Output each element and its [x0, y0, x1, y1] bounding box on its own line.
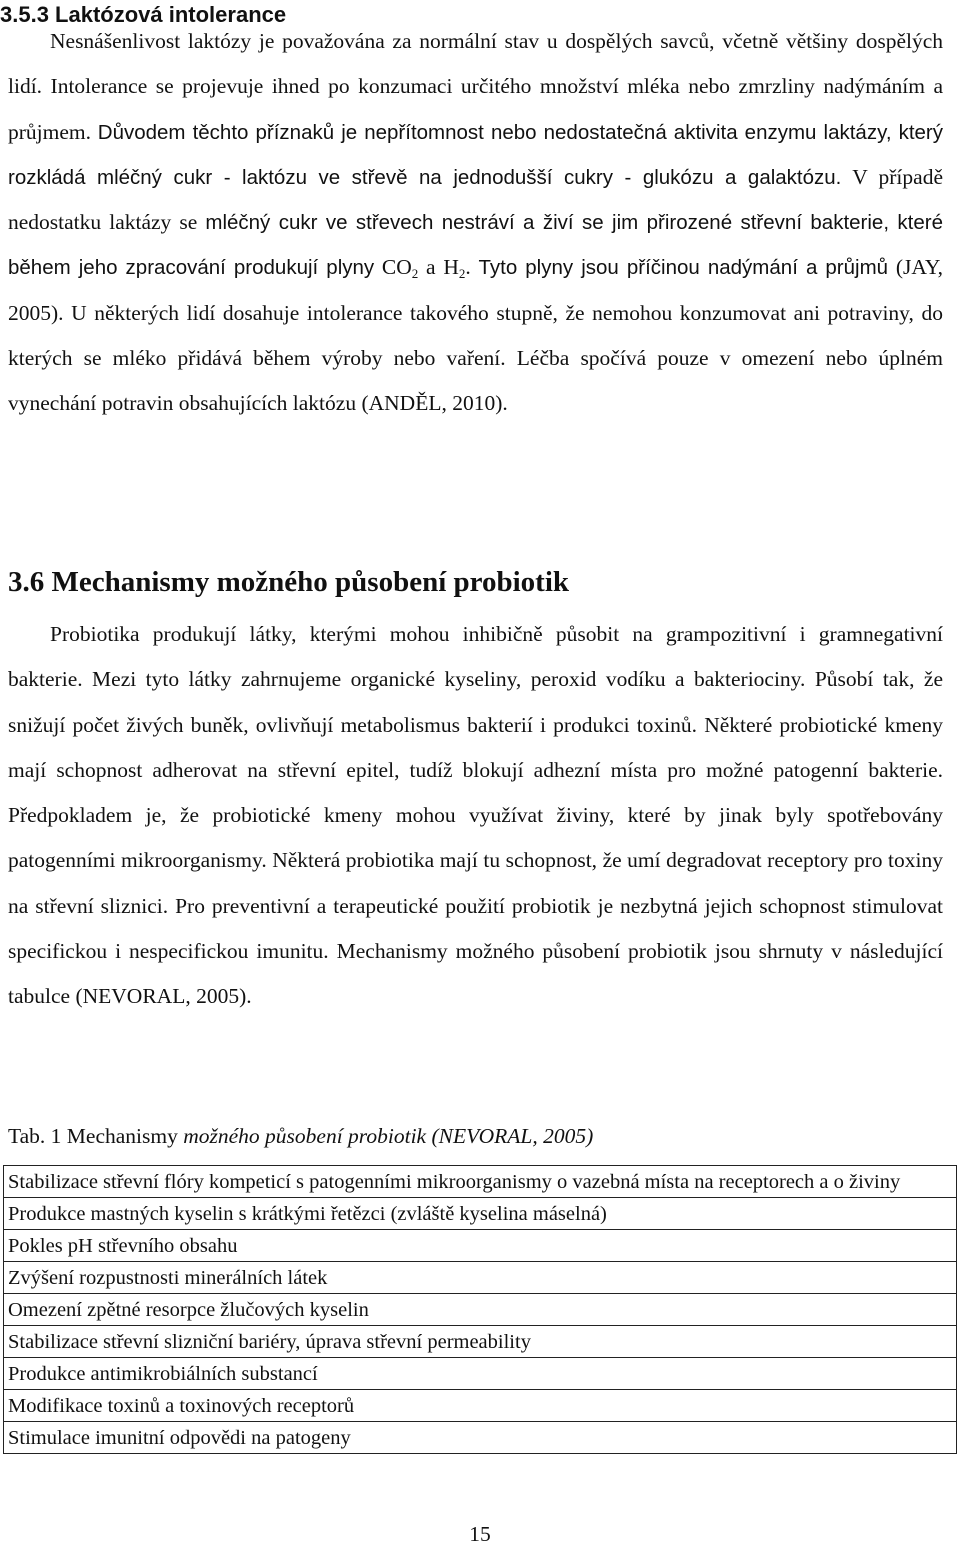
lactose-text-7: U některých lidí dosahuje intolerance takového stupně, že nemohou konzumovat ani potraviny, do kterých se mléko přidává během výroby nebo vaření. Léčba spočívá pouze v omezení nebo úplném vynechání potravin obsahujících laktózu (ANDĚL, 2010).: [8, 300, 943, 416]
table-cell: Stimulace imunitní odpovědi na patogeny: [4, 1422, 957, 1454]
table-row: [4, 1422, 957, 1454]
lactose-text-1: Nesnášenlivost laktózy je považována za normální stav u dospělých savců, včetně většiny dospělých lidí. Intolerance se projevuje ihned po konzumaci určitého množství mléka nebo zmrzliny nadýmáním a průjmem.: [8, 29, 943, 144]
conjunction-a: a: [426, 255, 436, 280]
table-row: [4, 1358, 957, 1390]
table-row: [4, 1390, 957, 1422]
table-row: [4, 1326, 957, 1358]
subsection-heading: 3.5.3 Laktózová intolerance: [0, 2, 287, 27]
table-caption: Tab. 1 Mechanismy možného působení probiotik (NEVORAL, 2005): [8, 1124, 594, 1148]
co2-formula: $CO_2$: [381, 255, 419, 282]
lactose-text-3: V případě nedostatku laktázy se: [8, 164, 943, 235]
citation-jay: (JAY, 2005).: [8, 255, 944, 325]
lactose-text-2: Důvodem těchto příznaků je nepřítomnost nebo nedostatečná aktivita enzymu laktázy, který rozkládá mléčný cukr - laktózu ve střevě na jednodušší cukry - glukózu a galaktózu.: [8, 120, 944, 189]
table-row: [4, 1294, 957, 1326]
table-row: [4, 1166, 957, 1198]
h2-formula: $H_2$: [443, 255, 466, 282]
table-cell: Stabilizace střevní flóry kompeticí s patogenními mikroorganismy o vazebná místa na receptorech a o živiny: [4, 1166, 957, 1198]
table-cell: Omezení zpětné resorpce žlučových kyselin: [4, 1294, 957, 1326]
table-cell: Produkce mastných kyselin s krátkými řetězci (zvláště kyselina máselná): [4, 1198, 957, 1230]
table-row: [4, 1230, 957, 1262]
section-heading: 3.6 Mechanismy možného působení probiotik: [8, 566, 570, 598]
table-cell: Pokles pH střevního obsahu: [4, 1230, 957, 1262]
table-cell: Produkce antimikrobiálních substancí: [4, 1358, 957, 1390]
lactose-paragraph: Nesnášenlivost laktózy je považována za normální stav u dospělých savců, včetně většiny dospělých lidí. Intolerance se projevuje ihned po konzumaci určitého množství mléka nebo zmrzliny nadýmáním a průjmem. Důvodem těchto příznaků je nepřítomnost nebo nedostatečná aktivita enzymu laktázy, který rozkládá mléčný cukr - laktózu ve střevě na jednodušší cukry - glukózu a galaktózu. V případě nedostatku laktázy se mléčný cukr ve střevech nestráví a živí se jim přirozené střevní bakterie, které během jeho zpracování produkují plyny $CO_2$ a $H_2$. Tyto plyny jsou příčinou nadýmání a průjmů (JAY, 2005). U některých lidí dosahuje intolerance takového stupně, že nemohou konzumovat ani potraviny, do kterých se mléko přidává během výroby nebo vaření. Léčba spočívá pouze v omezení nebo úplném vynechání potravin obsahujících laktózu (ANDĚL, 2010).: [8, 29, 944, 416]
table-cell: Zvýšení rozpustnosti minerálních látek: [4, 1262, 957, 1294]
table-row: [4, 1262, 957, 1294]
probiotics-paragraph: Probiotika produkují látky, kterými mohou inhibičně působit na grampozitivní i gramnegativní bakterie. Mezi tyto látky zahrnujeme organické kyseliny, peroxid vodíku a bakteriociny. Působí tak, že snižují počet živých buněk, ovlivňují metabolismus bakterií i produkci toxinů. Některé probiotické kmeny mají schopnost adherovat na střevní epitel, tudíž blokují adhezní místa pro možné patogenní bakterie. Předpokladem je, že probiotické kmeny mohou využívat živiny, které by jinak byly spotřebovány patogenními mikroorganismy. Některá probiotika mají tu schopnost, že umí degradovat receptory pro toxiny na střevní sliznici. Pro preventivní a terapeutické použití probiotik je nezbytná jejich schopnost stimulovat specifickou i nespecifickou imunitu. Mechanismy možného působení probiotik jsou shrnuty v následující tabulce (NEVORAL, 2005).: [8, 622, 943, 1009]
mechanisms-table: [3, 1165, 957, 1454]
table-cell: Modifikace toxinů a toxinových receptorů: [4, 1390, 957, 1422]
lactose-text-5: Tyto plyny jsou příčinou nadýmání a průjmů: [478, 256, 889, 280]
table-cell: Stabilizace střevní slizniční bariéry, úprava střevní permeability: [4, 1326, 957, 1358]
page-number: 15: [469, 1522, 491, 1546]
table-row: [4, 1198, 957, 1230]
lactose-text-4: mléčný cukr ve střevech nestráví a živí se jim přirozené střevní bakterie, které během jeho zpracování produkují plyny: [8, 211, 944, 280]
